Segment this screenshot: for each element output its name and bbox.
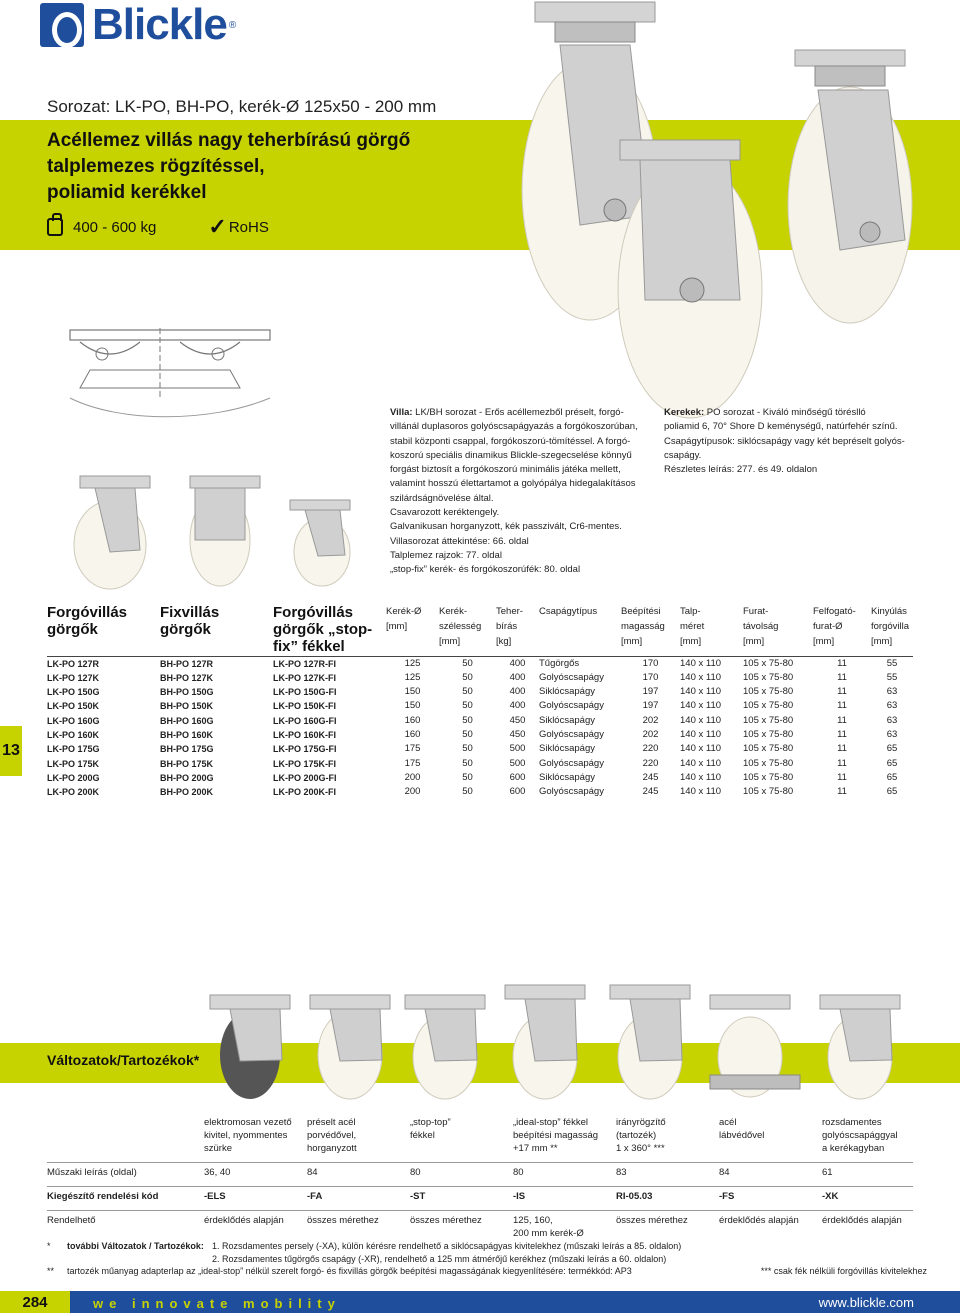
table-cell: 220 [642, 743, 659, 755]
table-cell: 450 [509, 728, 526, 740]
desc-line: „stop-fix” kerék- és forgókoszorúfék: 80. oldal [390, 564, 581, 576]
table-cell: 55 [886, 671, 898, 683]
variants-cell: 125, 160, 200 mm kerék-Ø [513, 1210, 616, 1240]
desc-line: koszorú speciális dinamikus Blickle-szegecselése könnyű [390, 449, 632, 461]
product-code-cell: BH-PO 175G [160, 744, 214, 755]
desc-line: Részletes leírás: 277. és 49. oldalon [664, 464, 818, 476]
table-cell: 500 [509, 757, 526, 769]
desc-line: villánál duplasoros golyóscsapágyazás a forgókoszorúban, [390, 421, 638, 433]
table-cell: 170 [642, 671, 659, 683]
variants-table [47, 1116, 913, 1240]
variants-cell: -XK [822, 1186, 913, 1210]
registered-mark: ® [228, 19, 237, 31]
product-code-cell: LK-PO 150K-FI [273, 701, 337, 712]
wheel-description [664, 406, 934, 477]
header-swivel-brake: Forgóvillás görgők „stop-fix” fékkel [273, 604, 373, 655]
checkmark-icon: ✓ [208, 214, 227, 239]
variants-cell: -FA [307, 1186, 410, 1210]
series-line: Sorozat: LK-PO, BH-PO, kerék-Ø 125x50 - 200 mm [47, 97, 437, 116]
variants-cell: 80 [513, 1162, 616, 1186]
variants-cell: összes mérethez [616, 1210, 719, 1240]
desc-label: Kerekek: [664, 407, 705, 418]
product-code-cell: LK-PO 175K [47, 758, 100, 769]
desc-line: Csapágytípusok: siklócsapágy vagy két bepréselt golyós- [664, 435, 905, 447]
footnote-text: *** csak fék nélküli forgóvillás kivitelekhez [760, 1266, 927, 1276]
table-cell: 65 [886, 757, 898, 769]
table-row [47, 656, 913, 671]
table-cell: 63 [886, 700, 898, 712]
product-code-cell: BH-PO 150G [160, 687, 214, 698]
table-cell: Golyóscsapágy [539, 728, 604, 740]
small-caster-photos [40, 470, 370, 590]
table-cell: 105 x 75-80 [743, 714, 794, 726]
table-cell: 50 [462, 743, 473, 755]
variants-row-label: Kiegészítő rendelési kód [47, 1186, 204, 1210]
table-cell: 65 [886, 743, 898, 755]
product-code-cell: LK-PO 150G [47, 687, 100, 698]
product-code-cell: LK-PO 160K-FI [273, 729, 337, 740]
product-code-cell: LK-PO 150G-FI [273, 687, 337, 698]
header-fixed: Fixvillás görgők [160, 604, 220, 638]
product-code-cell: LK-PO 175G [47, 744, 100, 755]
variant-header: elektromosan vezető kivitel, nyommentes szürke [204, 1117, 292, 1154]
table-cell: Golyóscsapágy [539, 786, 604, 798]
table-cell: 400 [509, 686, 526, 698]
product-code-cell: BH-PO 200K [160, 787, 214, 798]
desc-line: Galvanikusan horganyzott, kék passzivált, Cr6-mentes. [390, 521, 622, 533]
table-cell: 50 [462, 757, 473, 769]
desc-line: Villasorozat áttekintése: 66. oldal [390, 535, 529, 547]
desc-line: csapágy. [664, 449, 702, 461]
table-cell: 245 [642, 771, 659, 783]
variants-cell: 84 [307, 1162, 410, 1186]
table-cell: 11 [837, 714, 847, 726]
table-cell: 105 x 75-80 [743, 786, 794, 798]
page-title: Acéllemez villás nagy teherbírású görgő talplemezes rögzítéssel, poliamid kerékkel [47, 130, 411, 203]
desc-label: Villa: [390, 407, 413, 418]
table-cell: 175 [404, 743, 421, 755]
table-cell: 450 [509, 714, 526, 726]
desc-line: Talplemez rajzok: 77. oldal [390, 549, 502, 561]
table-cell: Siklócsapágy [539, 771, 595, 783]
table-cell: 50 [462, 686, 473, 698]
variants-cell: összes mérethez [410, 1210, 513, 1240]
table-cell: 50 [462, 728, 473, 740]
table-cell: 11 [837, 757, 847, 769]
caster-braked-photo [788, 50, 912, 323]
table-cell: Siklócsapágy [539, 743, 595, 755]
table-cell: Siklócsapágy [539, 686, 595, 698]
desc-line: PO sorozat - Kiváló minőségű töréslló [704, 407, 866, 418]
variants-title: Változatok/Tartozékok* [47, 1052, 200, 1068]
slogan: we innovate mobility [93, 1296, 341, 1311]
table-cell: 63 [886, 714, 898, 726]
variants-cell: érdeklődés alapján [822, 1210, 913, 1240]
variant-header: préselt acél porvédővel, horganyzott [307, 1117, 357, 1154]
table-cell: 105 x 75-80 [743, 757, 794, 769]
table-cell: 140 x 110 [680, 714, 722, 726]
table-cell: 600 [509, 771, 526, 783]
product-code-cell: LK-PO 127R [47, 658, 100, 669]
table-row [47, 671, 913, 685]
footnote-label: további Változatok / Tartozékok: [67, 1241, 204, 1251]
table-cell: 202 [642, 728, 659, 740]
table-cell: Golyóscsapágy [539, 700, 604, 712]
product-table [47, 604, 913, 799]
variants-row-label: Rendelhető [47, 1210, 204, 1240]
variants-row [47, 1162, 913, 1186]
variants-cell: 83 [616, 1162, 719, 1186]
table-cell: 105 x 75-80 [743, 686, 794, 698]
table-cell: 197 [642, 700, 659, 712]
table-row [47, 785, 913, 799]
desc-line: valamint hosszú élettartamot a golyópálya hidegalakításos [390, 478, 636, 490]
table-cell: 105 x 75-80 [743, 728, 794, 740]
product-code-cell: LK-PO 160G [47, 715, 100, 726]
load-weight-icon [47, 218, 63, 236]
title-meta [47, 214, 269, 239]
page-footer [0, 1286, 960, 1314]
table-cell: Siklócsapágy [539, 714, 595, 726]
chapter-tab [0, 726, 22, 776]
product-code-cell: LK-PO 200G [47, 772, 100, 783]
variants-cell: -ST [410, 1186, 513, 1210]
product-code-cell: BH-PO 175K [160, 758, 214, 769]
table-cell: 400 [509, 657, 526, 669]
table-cell: 11 [837, 743, 847, 755]
table-cell: 105 x 75-80 [743, 743, 794, 755]
table-cell: Golyóscsapágy [539, 671, 604, 683]
variants-cell: -ELS [204, 1186, 307, 1210]
header-swivel: Forgóvillás görgők [47, 604, 128, 638]
header-wheel-width: Kerék- szélesség [mm] [439, 606, 482, 647]
variants-cell: -IS [513, 1186, 616, 1210]
table-cell: 125 [404, 657, 421, 669]
table-cell: 400 [509, 671, 526, 683]
table-cell: 65 [886, 771, 898, 783]
table-row [47, 685, 913, 699]
table-cell: 11 [837, 771, 847, 783]
product-code-cell: BH-PO 127K [160, 672, 214, 683]
table-cell: 140 x 110 [680, 771, 722, 783]
variants-cell: 36, 40 [204, 1162, 307, 1186]
table-cell: 202 [642, 714, 659, 726]
header-wheel-diameter: Kerék-Ø [mm] [386, 606, 422, 632]
table-cell: 140 x 110 [680, 700, 722, 712]
table-cell: 11 [837, 657, 847, 669]
variant-header: acél lábvédővel [719, 1117, 765, 1141]
brand-logo [40, 2, 260, 48]
table-cell: 140 x 110 [680, 671, 722, 683]
logo-icon [40, 3, 84, 47]
variant-header: „stop-top” fékkel [410, 1117, 451, 1141]
header-bolt-hole: Felfogató- furat-Ø [mm] [813, 606, 856, 647]
variant-photos [190, 975, 930, 1103]
table-cell: 65 [886, 786, 898, 798]
product-code-cell: BH-PO 160G [160, 715, 214, 726]
table-cell: Golyóscsapágy [539, 757, 604, 769]
table-cell: 11 [837, 671, 847, 683]
table-cell: 175 [404, 757, 421, 769]
table-cell: 63 [886, 686, 898, 698]
table-cell: 140 x 110 [680, 686, 722, 698]
table-cell: 11 [837, 786, 847, 798]
rohs-badge [208, 214, 269, 239]
product-code-cell: LK-PO 160K [47, 729, 100, 740]
table-cell: 170 [642, 657, 659, 669]
brand-name: Blickle [92, 0, 227, 49]
desc-line: forgást biztosít a forgókoszorú minimális játéka mellett, [390, 464, 621, 476]
table-cell: 11 [837, 686, 847, 698]
product-code-cell: LK-PO 175G-FI [273, 744, 337, 755]
product-code-cell: LK-PO 200K [47, 787, 100, 798]
page-number: 284 [0, 1291, 70, 1313]
table-cell: 140 x 110 [680, 757, 722, 769]
footnote-mark: ** [47, 1266, 55, 1276]
product-code-cell: BH-PO 150K [160, 701, 214, 712]
table-cell: 600 [509, 786, 526, 798]
table-cell: 160 [404, 714, 421, 726]
desc-line: LK/BH sorozat - Erős acéllemezből préselt, forgó- [412, 407, 624, 418]
table-header-row [47, 604, 913, 656]
table-cell: 105 x 75-80 [743, 657, 794, 669]
table-cell: 200 [404, 771, 421, 783]
rohs-label: RoHS [228, 218, 269, 236]
variants-header-row [47, 1116, 913, 1162]
product-code-cell: LK-PO 127K [47, 672, 100, 683]
variants-body [47, 1162, 913, 1240]
table-cell: 11 [837, 728, 847, 740]
table-cell: 50 [462, 771, 473, 783]
product-code-cell: LK-PO 160G-FI [273, 715, 337, 726]
product-code-cell: LK-PO 150K [47, 701, 100, 712]
fork-description [390, 406, 650, 578]
table-cell: 125 [404, 671, 421, 683]
table-cell: 200 [404, 786, 421, 798]
table-cell: 55 [886, 657, 898, 669]
table-cell: 140 x 110 [680, 786, 722, 798]
variant-header: rozsdamentes golyóscsapággyal a kerékagyban [822, 1117, 898, 1154]
variant-header: irányrögzítő (tartozék) 1 x 360° *** [616, 1117, 666, 1154]
table-cell: 500 [509, 743, 526, 755]
desc-line: stabil központi csappal, forgókoszorú-tömítéssel. A forgó- [390, 435, 631, 447]
table-cell: 140 x 110 [680, 657, 722, 669]
footnote-mark: * [47, 1241, 51, 1251]
table-cell: Tűgörgős [539, 657, 580, 669]
variants-cell: összes mérethez [307, 1210, 410, 1240]
table-cell: 105 x 75-80 [743, 671, 794, 683]
table-body [47, 656, 913, 799]
table-row [47, 714, 913, 728]
table-cell: 400 [509, 700, 526, 712]
variants-row-label: Műszaki leírás (oldal) [47, 1162, 204, 1186]
variants-cell: érdeklődés alapján [204, 1210, 307, 1240]
table-cell: 150 [404, 686, 421, 698]
product-code-cell: LK-PO 127R-FI [273, 658, 337, 669]
table-cell: 11 [837, 700, 847, 712]
footnote-text: tartozék műanyag adapterlap az „ideal-stop” nélkül szerelt forgó- és fixvillás görgők beépítési magasságának kiegyenlítésére: termékkód: AP3 [67, 1266, 632, 1276]
variant-header: „ideal-stop” fékkel beépítési magasság +17 mm ** [513, 1117, 599, 1154]
desc-line: Csavarozott keréktengely. [390, 507, 500, 519]
table-cell: 140 x 110 [680, 743, 722, 755]
desc-line: poliamid 6, 70° Shore D keménységű, natúrfehér színű. [664, 421, 898, 433]
variants-cell: 61 [822, 1162, 913, 1186]
desc-line: szilárdságnövelése által. [390, 492, 494, 504]
footnote-text: 1. Rozsdamentes persely (-XA), külön kérésre rendelhető a siklócsapágyas kivitelekhez (műszaki leírás a 85. oldalon) [212, 1241, 682, 1251]
technical-drawing [40, 328, 300, 418]
table-row [47, 771, 913, 785]
header-bearing: Csapágytípus [539, 606, 598, 617]
website-link[interactable]: www.blickle.com [818, 1295, 914, 1310]
header-load: Teher- bírás [kg] [496, 606, 523, 647]
product-code-cell: LK-PO 175K-FI [273, 758, 337, 769]
variants-row [47, 1186, 913, 1210]
product-code-cell: BH-PO 127R [160, 658, 214, 669]
header-plate-size: Talp- méret [mm] [680, 606, 705, 647]
table-cell: 105 x 75-80 [743, 700, 794, 712]
table-row [47, 757, 913, 771]
product-code-cell: LK-PO 200G-FI [273, 772, 337, 783]
table-cell: 50 [462, 714, 473, 726]
table-row [47, 728, 913, 742]
variants-cell: RI-05.03 [616, 1186, 719, 1210]
table-row [47, 742, 913, 756]
table-cell: 50 [462, 700, 473, 712]
product-photo [500, 0, 960, 420]
table-cell: 160 [404, 728, 421, 740]
table-cell: 50 [462, 671, 473, 683]
table-cell: 63 [886, 728, 898, 740]
variants-cell: 80 [410, 1162, 513, 1186]
table-cell: 150 [404, 700, 421, 712]
header-bolt-spacing: Furat- távolság [mm] [743, 606, 779, 647]
header-offset: Kinyúlás forgóvilla [mm] [871, 606, 910, 647]
variants-cell: 84 [719, 1162, 822, 1186]
table-cell: 50 [462, 657, 473, 669]
header-height: Beépítési magasság [mm] [621, 606, 665, 647]
chapter-number: 13 [2, 742, 20, 759]
load-range: 400 - 600 kg [73, 218, 157, 236]
footnotes [47, 1240, 927, 1278]
table-row [47, 699, 913, 713]
table-cell: 220 [642, 757, 659, 769]
table-cell: 105 x 75-80 [743, 771, 794, 783]
product-code-cell: LK-PO 200K-FI [273, 787, 337, 798]
table-cell: 50 [462, 786, 473, 798]
table-cell: 245 [642, 786, 659, 798]
variants-cell: érdeklődés alapján [719, 1210, 822, 1240]
product-code-cell: LK-PO 127K-FI [273, 672, 337, 683]
footnote-text: 2. Rozsdamentes tűgörgős csapágy (-XR), rendelhető a 125 mm átmérőjű kerékhez (műszaki leírás a 60. oldalon) [212, 1253, 667, 1264]
variants-row [47, 1210, 913, 1240]
variants-cell: -FS [719, 1186, 822, 1210]
table-cell: 197 [642, 686, 659, 698]
product-code-cell: BH-PO 160K [160, 729, 214, 740]
table-cell: 140 x 110 [680, 728, 722, 740]
product-code-cell: BH-PO 200G [160, 772, 214, 783]
